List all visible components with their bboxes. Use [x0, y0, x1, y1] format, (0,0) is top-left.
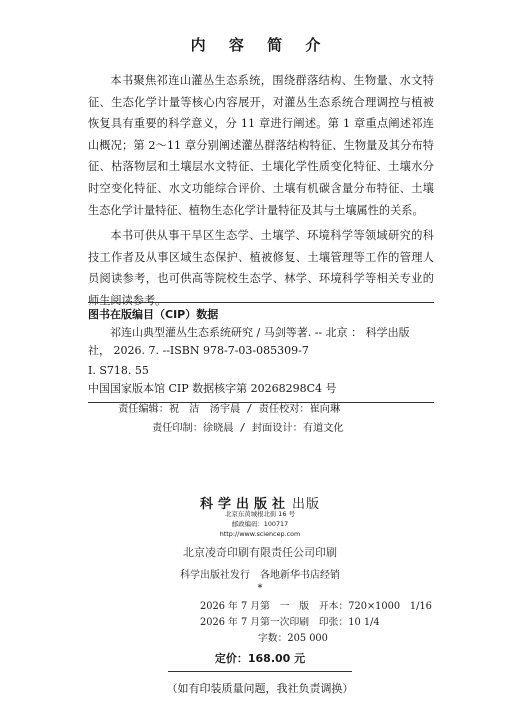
printing-line: 2026 年 7 月第一次印刷 印张：10 1/4 [200, 617, 380, 628]
editor-credits: 责任编辑：祝 洁 汤宇晨 / 责任校对：崔向琳 [118, 404, 341, 415]
cip-line-3: Ⅰ. S718. 55 [88, 364, 149, 377]
cip-heading: 图书在版编目（CIP）数据 [88, 308, 219, 321]
intro-paragraph-1: 本书聚焦祁连山灌丛生态系统，围绕群落结构、生物量、水文特征、生态化学计量等核心内容展开，对灌丛生态系统合理调控与植被恢复具有重要的科学意义，分 11 章进行阐述。第 1 章重点阐述祁连山概况；第 2～11 章分别阐述灌丛群落结构特征、生物量及其分布特征、枯落物层和土壤层水文特征、土壤化学性质变化特征、土壤水分时空变化特征、水文功能综合评价、土壤有机碳含量分布特征、土壤生态化学计量特征、植物生态化学计量特征及其与土壤属性的关系。 [88, 74, 434, 217]
publisher-address: 北京东黄城根北街 16 号 [225, 510, 295, 518]
cip-line-1: 祁连山典型灌丛生态系统研究 / 马剑等著. -- 北京 ： 科学出版 [110, 326, 410, 339]
publisher-postcode: 邮政编码：100717 [231, 520, 289, 528]
publisher-website: http://www.sciencep.com [219, 530, 301, 538]
distribution-line: 科学出版社发行 各地新华书店经销 [180, 570, 340, 581]
printer-line: 北京凌奇印刷有限责任公司印刷 [183, 546, 337, 559]
separator-star: * [257, 583, 263, 594]
intro-paragraph-2: 本书可供从事干旱区生态学、土壤学、环境科学等领域研究的科技工作者及从事区域生态保护、植被修复、土壤管理等工作的管理人员阅读参考，也可供高等院校生态学、林学、环境科学等相关专业的师生阅读参考。 [88, 229, 434, 307]
cip-line-4: 中国国家版本馆 CIP 数据核字第 20268298C4 号 [88, 382, 337, 395]
publisher-logo-text: 科学出版社 [199, 497, 290, 512]
price-rule [168, 671, 352, 672]
word-count: 字数：205 000 [258, 633, 328, 644]
edition-line: 2026 年 7 月第 一 版 开本：720×1000 1/16 [200, 601, 432, 612]
section-title: 内 容 简 介 [190, 36, 330, 54]
quality-notice: （如有印装质量问题，我社负责调换） [166, 682, 354, 695]
price: 定价：168.00 元 [214, 652, 306, 665]
cip-line-2: 社， 2026. 7. --ISBN 978-7-03-085309-7 [88, 344, 309, 357]
cip-top-rule [88, 302, 434, 303]
publisher-suffix: 出版 [292, 497, 321, 512]
production-credits: 责任印制：徐晓晨 / 封面设计：有道文化 [152, 423, 344, 434]
